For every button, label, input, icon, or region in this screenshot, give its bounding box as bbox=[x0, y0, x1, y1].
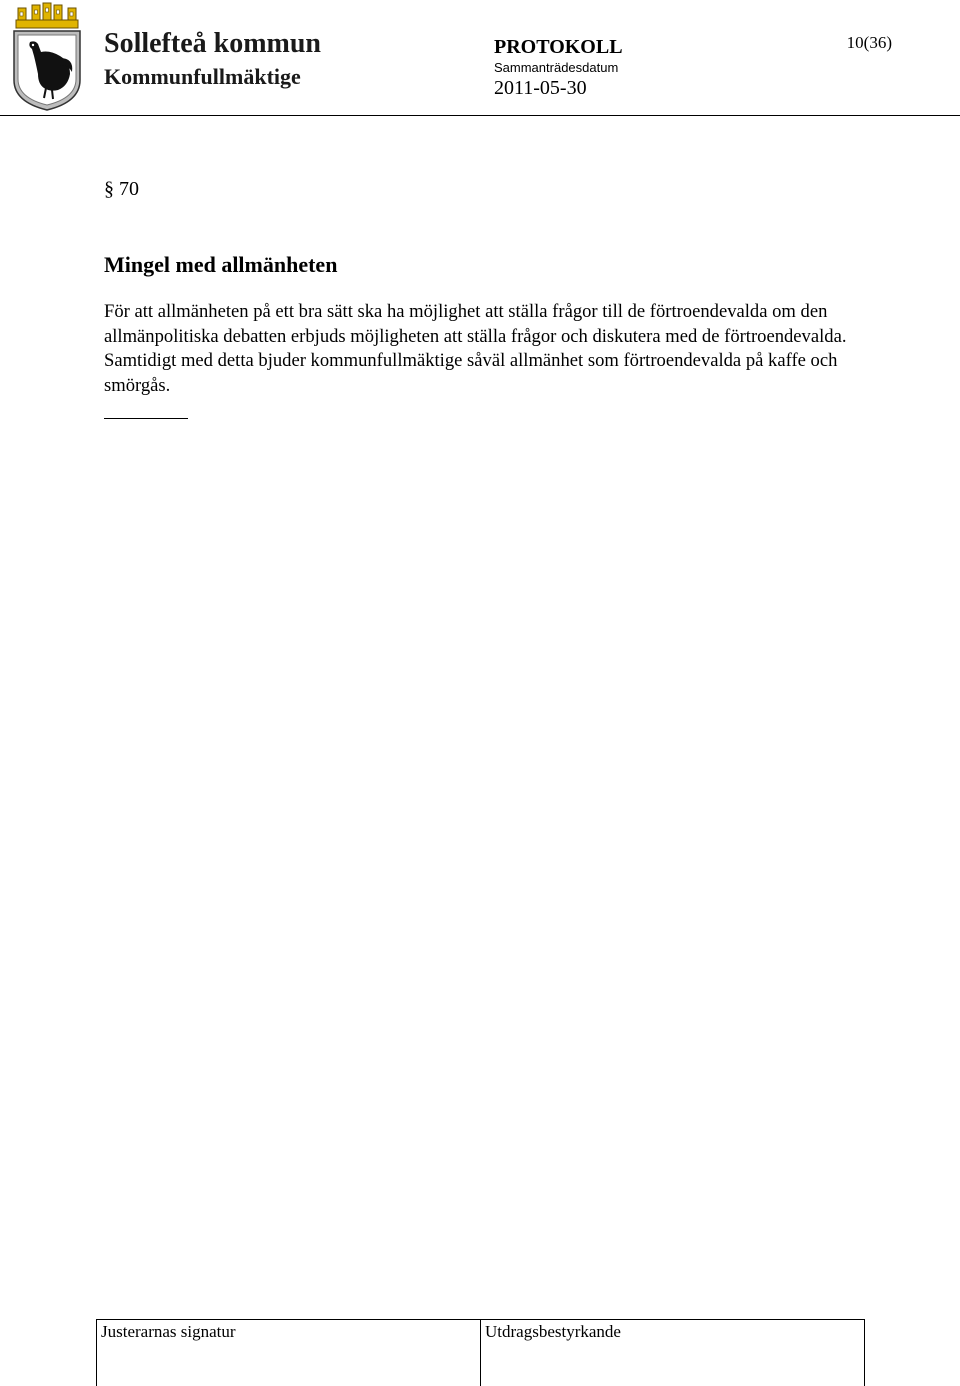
meeting-date: 2011-05-30 bbox=[494, 77, 587, 99]
assembly-name: Kommunfullmäktige bbox=[104, 64, 301, 89]
paragraph-number: § 70 bbox=[104, 178, 139, 200]
signature-label: Justerarnas signatur bbox=[101, 1322, 236, 1341]
page-number: 10(36) bbox=[846, 33, 892, 52]
organization-name: Sollefteå kommun bbox=[104, 28, 321, 59]
signature-cell bbox=[97, 1320, 481, 1386]
meeting-date-label: Sammanträdesdatum bbox=[494, 60, 619, 75]
section-title: Mingel med allmänheten bbox=[104, 252, 338, 277]
coat-of-arms-icon bbox=[10, 2, 84, 112]
certification-label: Utdragsbestyrkande bbox=[485, 1322, 621, 1341]
section-body: För att allmänheten på ett bra sätt ska ha möjlighet att ställa frågor till de förtroendevalda om den allmänpolitiska debatten erbjuds möjligheten att ställa frågor och diskutera med de förtroendevalda. Samtidigt med detta bjuder kommunfullmäktige såväl allmänhet som förtroendevalda på kaffe och smörgås. bbox=[104, 301, 847, 396]
certification-cell bbox=[481, 1320, 864, 1386]
document-type: PROTOKOLL bbox=[494, 36, 623, 58]
header-divider bbox=[0, 115, 960, 116]
section-end-rule bbox=[104, 418, 188, 419]
signature-table bbox=[96, 1319, 865, 1386]
